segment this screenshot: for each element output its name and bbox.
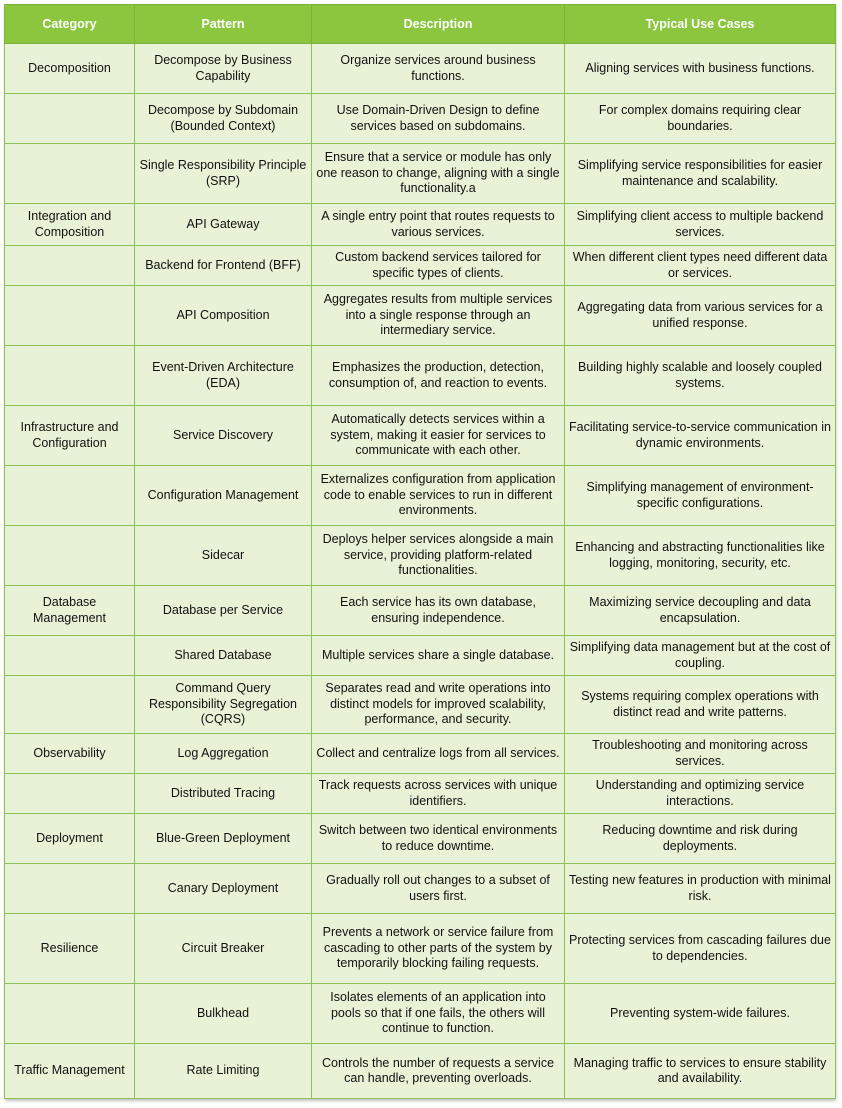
category-cell: Database Management: [5, 586, 135, 636]
header-category: Category: [5, 5, 135, 44]
table-row: [5, 984, 836, 1044]
category-cell: [5, 774, 135, 814]
description-cell: Controls the number of requests a service can handle, preventing overloads.: [312, 1044, 565, 1099]
pattern-cell: Configuration Management: [135, 466, 312, 526]
use-cases-cell: Facilitating service-to-service communication in dynamic environments.: [565, 406, 836, 466]
category-cell: Deployment: [5, 814, 135, 864]
pattern-cell: Database per Service: [135, 586, 312, 636]
pattern-cell: Event-Driven Architecture (EDA): [135, 346, 312, 406]
table-row: [5, 144, 836, 204]
use-cases-cell: Simplifying service responsibilities for easier maintenance and scalability.: [565, 144, 836, 204]
use-cases-cell: Protecting services from cascading failures due to dependencies.: [565, 914, 836, 984]
microservice-patterns-table: [4, 4, 836, 1099]
use-cases-cell: Simplifying management of environment-specific configurations.: [565, 466, 836, 526]
category-cell: [5, 144, 135, 204]
use-cases-cell: Aggregating data from various services for a unified response.: [565, 286, 836, 346]
category-cell: Resilience: [5, 914, 135, 984]
pattern-cell: Backend for Frontend (BFF): [135, 246, 312, 286]
category-cell: [5, 636, 135, 676]
table-row: [5, 286, 836, 346]
use-cases-cell: Enhancing and abstracting functionalities like logging, monitoring, security, etc.: [565, 526, 836, 586]
pattern-cell: Rate Limiting: [135, 1044, 312, 1099]
pattern-cell: API Gateway: [135, 204, 312, 246]
table-row: [5, 406, 836, 466]
patterns-table-container: [4, 4, 835, 1099]
category-cell: Infrastructure and Configuration: [5, 406, 135, 466]
use-cases-cell: Preventing system-wide failures.: [565, 984, 836, 1044]
description-cell: A single entry point that routes requests to various services.: [312, 204, 565, 246]
table-row: [5, 94, 836, 144]
description-cell: Track requests across services with unique identifiers.: [312, 774, 565, 814]
table-row: [5, 1044, 836, 1099]
table-row: [5, 676, 836, 734]
table-row: [5, 774, 836, 814]
table-row: [5, 914, 836, 984]
header-description: Description: [312, 5, 565, 44]
category-cell: [5, 246, 135, 286]
table-row: [5, 526, 836, 586]
use-cases-cell: Reducing downtime and risk during deployments.: [565, 814, 836, 864]
description-cell: Prevents a network or service failure from cascading to other parts of the system by temporarily blocking failing requests.: [312, 914, 565, 984]
use-cases-cell: Managing traffic to services to ensure stability and availability.: [565, 1044, 836, 1099]
pattern-cell: Circuit Breaker: [135, 914, 312, 984]
category-cell: [5, 676, 135, 734]
table-row: [5, 204, 836, 246]
use-cases-cell: Simplifying client access to multiple backend services.: [565, 204, 836, 246]
pattern-cell: Command Query Responsibility Segregation (CQRS): [135, 676, 312, 734]
description-cell: Emphasizes the production, detection, consumption of, and reaction to events.: [312, 346, 565, 406]
use-cases-cell: Troubleshooting and monitoring across services.: [565, 734, 836, 774]
pattern-cell: Service Discovery: [135, 406, 312, 466]
use-cases-cell: For complex domains requiring clear boundaries.: [565, 94, 836, 144]
pattern-cell: Blue-Green Deployment: [135, 814, 312, 864]
header-pattern: Pattern: [135, 5, 312, 44]
category-cell: [5, 286, 135, 346]
table-header-row: [5, 5, 836, 44]
table-row: [5, 586, 836, 636]
pattern-cell: Decompose by Subdomain (Bounded Context): [135, 94, 312, 144]
pattern-cell: Shared Database: [135, 636, 312, 676]
pattern-cell: Sidecar: [135, 526, 312, 586]
pattern-cell: Single Responsibility Principle (SRP): [135, 144, 312, 204]
category-cell: [5, 526, 135, 586]
header-use-cases: Typical Use Cases: [565, 5, 836, 44]
description-cell: Isolates elements of an application into pools so that if one fails, the others will continue to function.: [312, 984, 565, 1044]
description-cell: Organize services around business functions.: [312, 44, 565, 94]
table-row: [5, 466, 836, 526]
table-row: [5, 346, 836, 406]
table-row: [5, 246, 836, 286]
pattern-cell: API Composition: [135, 286, 312, 346]
table-row: [5, 814, 836, 864]
description-cell: Each service has its own database, ensuring independence.: [312, 586, 565, 636]
use-cases-cell: Building highly scalable and loosely coupled systems.: [565, 346, 836, 406]
category-cell: [5, 864, 135, 914]
description-cell: Deploys helper services alongside a main service, providing platform-related functionalities.: [312, 526, 565, 586]
description-cell: Gradually roll out changes to a subset of users first.: [312, 864, 565, 914]
category-cell: Observability: [5, 734, 135, 774]
category-cell: Decomposition: [5, 44, 135, 94]
description-cell: Use Domain-Driven Design to define services based on subdomains.: [312, 94, 565, 144]
pattern-cell: Canary Deployment: [135, 864, 312, 914]
use-cases-cell: When different client types need different data or services.: [565, 246, 836, 286]
table-row: [5, 734, 836, 774]
pattern-cell: Decompose by Business Capability: [135, 44, 312, 94]
description-cell: Ensure that a service or module has only one reason to change, aligning with a single functionality.a: [312, 144, 565, 204]
category-cell: [5, 346, 135, 406]
description-cell: Automatically detects services within a system, making it easier for services to communicate with each other.: [312, 406, 565, 466]
use-cases-cell: Maximizing service decoupling and data encapsulation.: [565, 586, 836, 636]
category-cell: [5, 94, 135, 144]
description-cell: Switch between two identical environments to reduce downtime.: [312, 814, 565, 864]
category-cell: [5, 984, 135, 1044]
pattern-cell: Log Aggregation: [135, 734, 312, 774]
description-cell: Collect and centralize logs from all services.: [312, 734, 565, 774]
description-cell: Separates read and write operations into distinct models for improved scalability, performance, and security.: [312, 676, 565, 734]
pattern-cell: Bulkhead: [135, 984, 312, 1044]
use-cases-cell: Simplifying data management but at the cost of coupling.: [565, 636, 836, 676]
category-cell: [5, 466, 135, 526]
pattern-cell: Distributed Tracing: [135, 774, 312, 814]
use-cases-cell: Aligning services with business functions.: [565, 44, 836, 94]
table-row: [5, 44, 836, 94]
use-cases-cell: Systems requiring complex operations with distinct read and write patterns.: [565, 676, 836, 734]
description-cell: Multiple services share a single database.: [312, 636, 565, 676]
table-row: [5, 864, 836, 914]
table-row: [5, 636, 836, 676]
description-cell: Aggregates results from multiple services into a single response through an intermediary service.: [312, 286, 565, 346]
use-cases-cell: Testing new features in production with minimal risk.: [565, 864, 836, 914]
category-cell: Integration and Composition: [5, 204, 135, 246]
use-cases-cell: Understanding and optimizing service interactions.: [565, 774, 836, 814]
category-cell: Traffic Management: [5, 1044, 135, 1099]
description-cell: Externalizes configuration from application code to enable services to run in different environments.: [312, 466, 565, 526]
description-cell: Custom backend services tailored for specific types of clients.: [312, 246, 565, 286]
